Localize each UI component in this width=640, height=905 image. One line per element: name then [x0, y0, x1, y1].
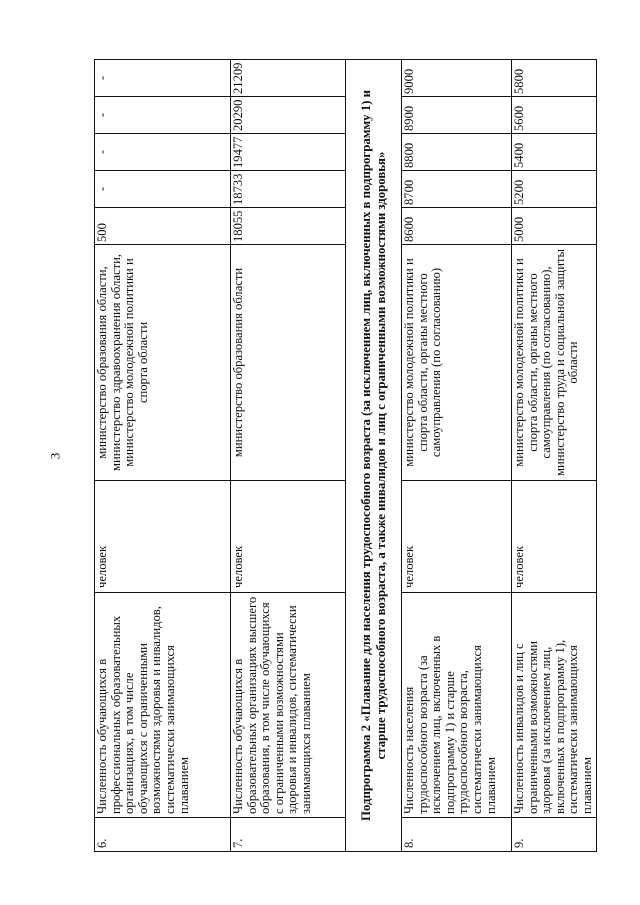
unit-of-measure: человек — [512, 481, 597, 593]
indicator-name: Численность инвалидов и лиц с ограниченными возможностями здоровья (за исключением лиц, включенных в подпрограмму 1), систематически занимающихся плаванием — [512, 593, 597, 818]
value-cell: 5200 — [512, 171, 597, 208]
unit-of-measure: человек — [231, 481, 346, 593]
indicators-table — [94, 59, 597, 852]
value-cell: 5000 — [512, 208, 597, 245]
responsible-executor: министерство молодежной политики и спорта области, органы местного самоуправления (по согласованию), министерство труда и социальной защиты области — [512, 245, 597, 481]
indicator-name: Численность обучающихся в профессиональных образовательных организациях, в том числе обучающихся с ограниченными возможностями здоровья и инвалидов, систематически занимающихся плаванием — [95, 593, 231, 818]
value-cell — [95, 97, 231, 134]
responsible-executor: министерство молодежной политики и спорта области, органы местного самоуправления (по согласованию) — [402, 245, 512, 481]
value-cell: 19477 — [231, 134, 346, 171]
value-cell: 21209 — [231, 60, 346, 97]
value-cell: 8700 — [402, 171, 512, 208]
indicator-name: Численность населения трудоспособного возраста (за исключением лиц, включенных в подпрограмму 1) и старше трудоспособного возраста, систематически занимающихся плаванием — [402, 593, 512, 818]
value-cell: 5800 — [512, 60, 597, 97]
value-cell: 8600 — [402, 208, 512, 245]
table-row — [231, 60, 346, 852]
responsible-executor: министерство образования области — [231, 245, 346, 481]
page-number: 3 — [47, 452, 63, 460]
row-number: 8. — [402, 818, 512, 852]
value-cell — [95, 134, 231, 171]
unit-of-measure: человек — [95, 481, 231, 593]
table-row — [512, 60, 597, 852]
value-cell: 5400 — [512, 134, 597, 171]
value-dash: - — [95, 112, 109, 118]
row-number: 6. — [95, 818, 231, 852]
row-number: 9. — [512, 818, 597, 852]
value-cell: 500 — [95, 208, 231, 245]
unit-of-measure: человек — [402, 481, 512, 593]
value-cell: 20290 — [231, 97, 346, 134]
value-dash: - — [95, 75, 109, 81]
table-row — [95, 60, 231, 852]
table-row — [402, 60, 512, 852]
value-cell: 8900 — [402, 97, 512, 134]
indicator-name: Численность обучающихся в образовательных организациях высшего образования, в том числе обучающихся с ограниченными возможностями здоровья и инвалидов, систематически занимающихся плаванием — [231, 593, 346, 818]
value-cell: 9000 — [402, 60, 512, 97]
value-cell: 8800 — [402, 134, 512, 171]
section-row — [346, 60, 402, 852]
value-cell — [95, 171, 231, 208]
rotated-table-wrapper — [94, 60, 594, 852]
value-cell: 18733 — [231, 171, 346, 208]
value-cell: 18055 — [231, 208, 346, 245]
value-cell: 5600 — [512, 97, 597, 134]
subprogram-title: Подпрограмма 2 «Плавание для населения трудоспособного возраста (за исключением лиц, включенных в подпрограмму 1) и старше трудоспособного возраста, а также инвалидов и лиц с ограниченными возможностями здоровья» — [346, 60, 402, 852]
row-number: 7. — [231, 818, 346, 852]
responsible-executor: министерство образования области, министерство здравоохранения области, министерство молодежной политики и спорта области — [95, 245, 231, 481]
value-dash: - — [95, 186, 109, 192]
value-dash: - — [95, 149, 109, 155]
value-cell — [95, 60, 231, 97]
